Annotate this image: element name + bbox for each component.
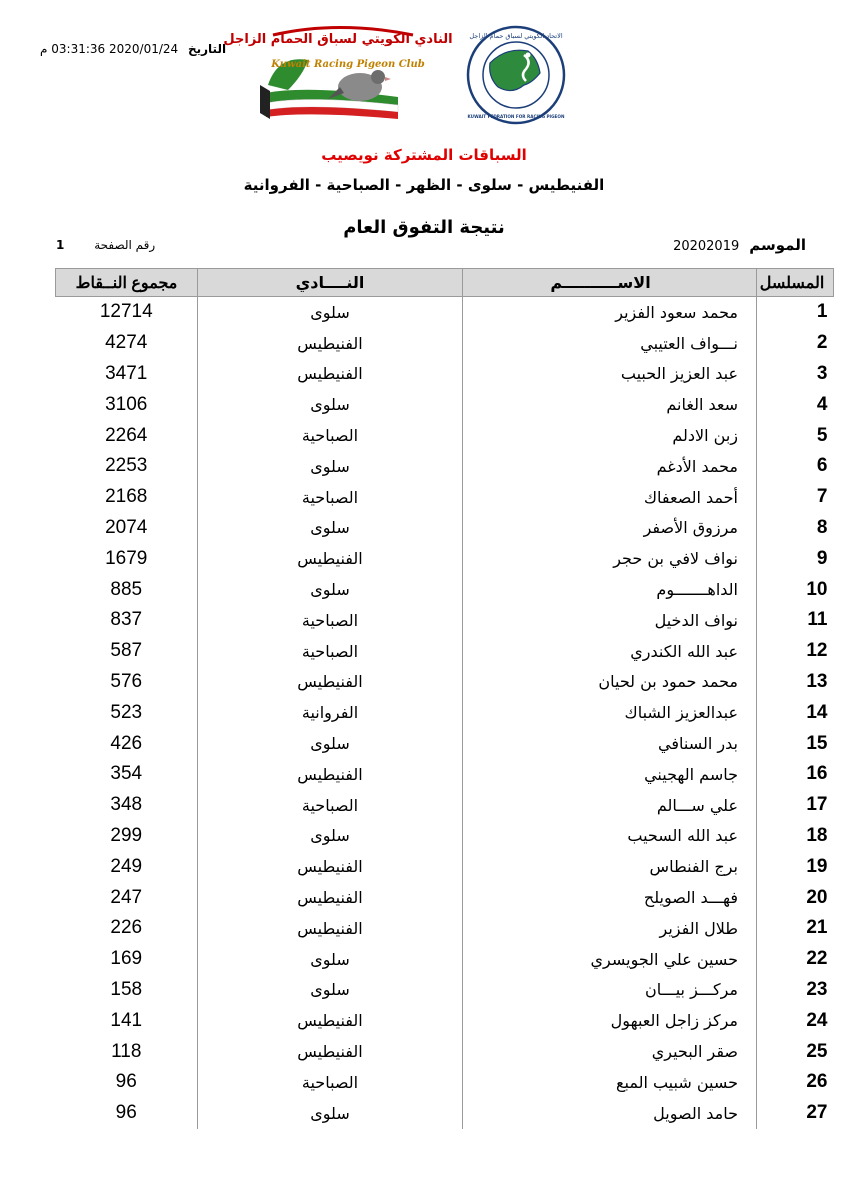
cell-serial: 8 [757,513,834,544]
table-row [56,482,834,513]
cell-points: 2264 [56,420,198,451]
cell-club: الفنيطيس [198,759,463,790]
cell-club: الفنيطيس [198,1005,463,1036]
cell-name: عبد الله السحيب [463,821,757,852]
cell-points: 2074 [56,513,198,544]
header-club: النــــادي [198,269,463,297]
table-row [56,605,834,636]
cell-club: سلوى [198,451,463,482]
cell-name: فهـــد الصويلح [463,882,757,913]
cell-serial: 23 [757,975,834,1006]
cell-points: 249 [56,851,198,882]
cell-club: سلوى [198,821,463,852]
cell-club: سلوى [198,389,463,420]
cell-serial: 25 [757,1036,834,1067]
club-logo [223,15,453,127]
cell-points: 2168 [56,482,198,513]
cell-points: 3471 [56,359,198,390]
cell-serial: 17 [757,790,834,821]
table-row [56,420,834,451]
cell-points: 96 [56,1067,198,1098]
cell-points: 885 [56,574,198,605]
cell-name: حسين شبيب المبع [463,1067,757,1098]
cell-name: حسين علي الجويسري [463,944,757,975]
cell-name: محمد الأدغم [463,451,757,482]
report-title: نتيجة التفوق العام [343,217,505,238]
cell-name: محمد سعود الفزير [463,297,757,328]
cell-club: سلوى [198,574,463,605]
cell-club: سلوى [198,944,463,975]
cell-points: 12714 [56,297,198,328]
cell-club: الصباحية [198,636,463,667]
cell-serial: 7 [757,482,834,513]
cell-serial: 9 [757,543,834,574]
cell-name: مرزوق الأصفر [463,513,757,544]
cell-points: 247 [56,882,198,913]
cell-points: 576 [56,667,198,698]
table-row [56,944,834,975]
print-date [40,42,226,56]
table-header-row [56,269,834,297]
cell-club: سلوى [198,975,463,1006]
cell-points: 141 [56,1005,198,1036]
cell-serial: 24 [757,1005,834,1036]
cell-club: سلوى [198,728,463,759]
cell-club: الصباحية [198,420,463,451]
cell-club: الفنيطيس [198,359,463,390]
cell-name: نواف لافي بن حجر [463,543,757,574]
date-value: 2020/01/24 03:31:36 م [40,42,179,56]
cell-points: 523 [56,697,198,728]
cell-club: سلوى [198,1098,463,1129]
cell-club: الفنيطيس [198,882,463,913]
cell-name: علي ســـالم [463,790,757,821]
cell-name: طلال الفزير [463,913,757,944]
table-row [56,913,834,944]
cell-club: الفنيطيس [198,667,463,698]
cell-name: مركز زاجل العبهول [463,1005,757,1036]
club-logo-english: Kuwait Racing Pigeon Club [271,59,425,70]
cell-points: 96 [56,1098,198,1129]
results-table [55,268,834,1129]
cell-club: الفنيطيس [198,328,463,359]
header-points: مجموع النــقاط [56,269,198,297]
cell-serial: 4 [757,389,834,420]
season-label: الموسم [749,236,806,254]
date-label: التاريخ [187,42,227,56]
cell-name: نواف الدخيل [463,605,757,636]
cell-name: حامد الصويل [463,1098,757,1129]
cell-club: سلوى [198,513,463,544]
page-number [56,238,155,252]
table-row [56,1098,834,1129]
cell-club: الصباحية [198,1067,463,1098]
table-row [56,882,834,913]
cell-name: برج الفنطاس [463,851,757,882]
cell-name: جاسم الهجيني [463,759,757,790]
table-row [56,636,834,667]
cell-serial: 13 [757,667,834,698]
cell-club: الصباحية [198,482,463,513]
cell-name: الداهـــــــوم [463,574,757,605]
table-row [56,359,834,390]
cell-name: نـــواف العتيبي [463,328,757,359]
cell-points: 354 [56,759,198,790]
table-row [56,451,834,482]
cell-name: محمد حمود بن لحيان [463,667,757,698]
cell-club: الفنيطيس [198,1036,463,1067]
season [673,236,806,254]
table-row [56,821,834,852]
cell-serial: 14 [757,697,834,728]
cell-serial: 16 [757,759,834,790]
table-row [56,790,834,821]
cell-points: 1679 [56,543,198,574]
table-row [56,759,834,790]
cell-serial: 22 [757,944,834,975]
table-row [56,1005,834,1036]
cell-points: 348 [56,790,198,821]
cell-serial: 18 [757,821,834,852]
cell-points: 299 [56,821,198,852]
table-row [56,389,834,420]
table-row [56,574,834,605]
cell-points: 169 [56,944,198,975]
cell-points: 587 [56,636,198,667]
table-row [56,697,834,728]
page-label: رقم الصفحة [94,238,156,252]
cell-serial: 3 [757,359,834,390]
cell-serial: 2 [757,328,834,359]
cell-points: 118 [56,1036,198,1067]
locations-line: الفنيطيس - سلوى - الظهر - الصباحية - الفروانية [243,176,605,194]
cell-serial: 11 [757,605,834,636]
header-serial: المسلسل [757,269,834,297]
table-row [56,667,834,698]
cell-club: الصباحية [198,605,463,636]
club-logo-arabic: النادي الكويتي لسباق الحمام الزاجل [223,32,453,47]
federation-logo [466,25,566,125]
cell-serial: 21 [757,913,834,944]
table-row [56,297,834,328]
cell-name: عبد الله الكندري [463,636,757,667]
cell-points: 3106 [56,389,198,420]
table-row [56,1067,834,1098]
table-row [56,543,834,574]
cell-name: سعد الغانم [463,389,757,420]
cell-points: 426 [56,728,198,759]
cell-club: الفنيطيس [198,851,463,882]
cell-serial: 1 [757,297,834,328]
cell-serial: 12 [757,636,834,667]
cell-serial: 10 [757,574,834,605]
cell-serial: 20 [757,882,834,913]
cell-serial: 19 [757,851,834,882]
cell-name: بدر السنافي [463,728,757,759]
table-row [56,1036,834,1067]
cell-points: 837 [56,605,198,636]
table-row [56,328,834,359]
cell-serial: 6 [757,451,834,482]
page-number-value: 1 [56,238,65,252]
cell-club: الفنيطيس [198,913,463,944]
table-row [56,513,834,544]
cell-name: عبدالعزيز الشباك [463,697,757,728]
cell-club: سلوى [198,297,463,328]
cell-points: 2253 [56,451,198,482]
cell-serial: 5 [757,420,834,451]
cell-name: مركـــز بيـــان [463,975,757,1006]
cell-name: أحمد الصعفاك [463,482,757,513]
cell-points: 4274 [56,328,198,359]
table-row [56,851,834,882]
race-title: السباقات المشتركة نويصيب [321,146,527,164]
cell-club: الفنيطيس [198,543,463,574]
season-value: 20202019 [673,239,740,254]
cell-club: الفروانية [198,697,463,728]
cell-serial: 26 [757,1067,834,1098]
federation-logo-arabic: الاتحاد الكويتي لسباق حمام الزاجل [469,32,563,40]
cell-points: 226 [56,913,198,944]
cell-serial: 27 [757,1098,834,1129]
cell-name: زبن الادلم [463,420,757,451]
federation-logo-english: KUWAIT FEDRATION FOR RACING PIGEON [467,114,565,119]
cell-club: الصباحية [198,790,463,821]
cell-name: صقر البحيري [463,1036,757,1067]
cell-serial: 15 [757,728,834,759]
table-row [56,728,834,759]
header-name: الاســــــــــم [463,269,757,297]
cell-name: عبد العزيز الحبيب [463,359,757,390]
cell-points: 158 [56,975,198,1006]
table-row [56,975,834,1006]
